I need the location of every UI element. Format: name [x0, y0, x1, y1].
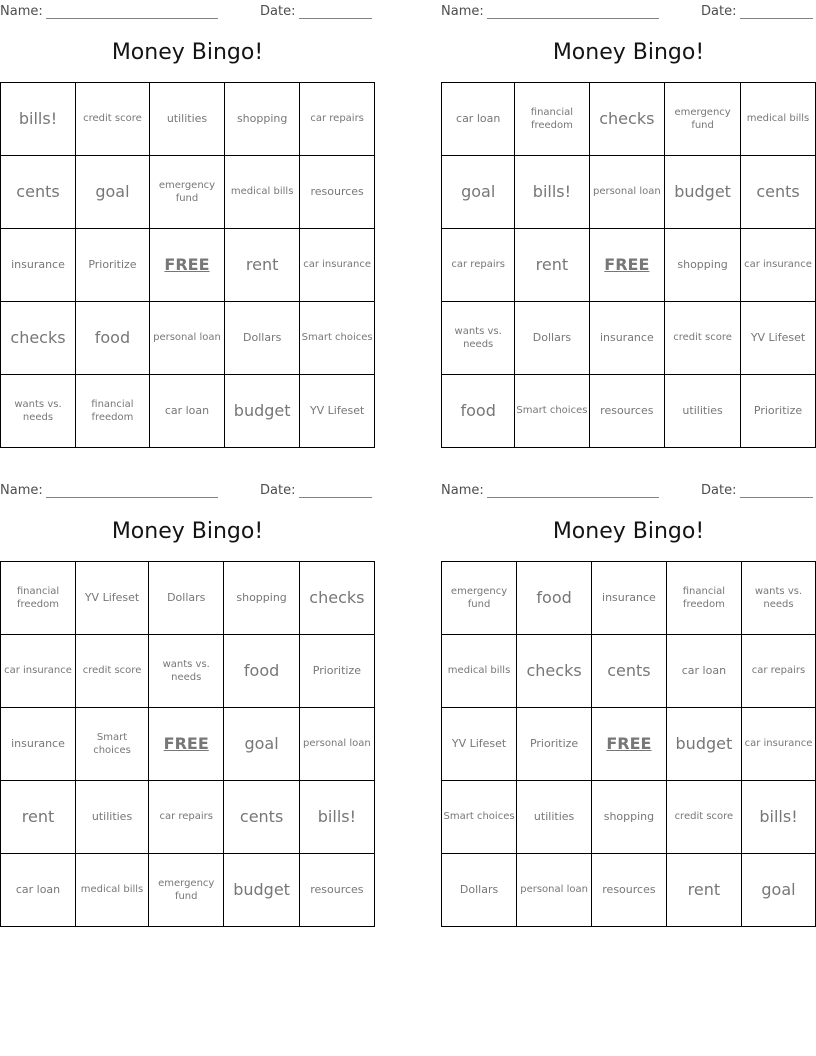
free-space-cell: FREE: [589, 229, 665, 302]
bingo-cell: food: [75, 302, 149, 375]
bingo-cell: Dollars: [225, 302, 300, 375]
bingo-row: [442, 229, 816, 302]
free-space-cell: FREE: [592, 708, 667, 781]
bingo-cell: medical bills: [741, 83, 816, 156]
bingo-cell: goal: [75, 156, 149, 229]
date-blank-line: [740, 497, 813, 498]
bingo-cell: car loan: [666, 635, 741, 708]
bingo-cell: cents: [592, 635, 667, 708]
bingo-cell: car repairs: [741, 635, 815, 708]
bingo-cell: resources: [299, 854, 374, 927]
bingo-row: [1, 781, 375, 854]
bingo-cell: resources: [300, 156, 375, 229]
bingo-cell: wants vs. needs: [149, 635, 224, 708]
bingo-cell: food: [517, 562, 592, 635]
bingo-grid: [0, 82, 375, 448]
bingo-cell: food: [224, 635, 299, 708]
bingo-cell: checks: [517, 635, 592, 708]
bingo-cell: bills!: [299, 781, 374, 854]
bingo-cell: utilities: [149, 83, 224, 156]
bingo-cell: insurance: [1, 708, 76, 781]
bingo-cell: Dollars: [515, 302, 589, 375]
bingo-cell: rent: [225, 229, 300, 302]
bingo-row: [1, 708, 375, 781]
bingo-cell: car repairs: [300, 83, 375, 156]
bingo-cell: goal: [224, 708, 299, 781]
bingo-cell: YV Lifeset: [442, 708, 517, 781]
date-label: Date:: [260, 4, 296, 19]
bingo-cell: insurance: [1, 229, 76, 302]
bingo-cell: emergency fund: [442, 562, 517, 635]
free-space-cell: FREE: [149, 229, 224, 302]
bingo-row: [1, 562, 375, 635]
bingo-row: [1, 635, 375, 708]
bingo-row: [442, 562, 816, 635]
date-blank-line: [299, 497, 372, 498]
bingo-cell: budget: [225, 375, 300, 448]
bingo-cell: personal loan: [149, 302, 224, 375]
bingo-cell: emergency fund: [149, 854, 224, 927]
bingo-cell: personal loan: [589, 156, 665, 229]
bingo-cell: car loan: [149, 375, 224, 448]
bingo-cell: shopping: [225, 83, 300, 156]
bingo-row: [442, 854, 816, 927]
bingo-cell: budget: [224, 854, 299, 927]
card-title: Money Bingo!: [111, 519, 264, 544]
bingo-cell: credit score: [75, 635, 148, 708]
bingo-cell: car insurance: [741, 708, 815, 781]
bingo-cell: financial freedom: [1, 562, 76, 635]
bingo-cell: car repairs: [149, 781, 224, 854]
bingo-cell: credit score: [75, 83, 149, 156]
card-title: Money Bingo!: [111, 40, 264, 65]
date-label: Date:: [260, 483, 296, 498]
bingo-cell: rent: [515, 229, 589, 302]
bingo-cell: checks: [1, 302, 76, 375]
bingo-cell: financial freedom: [515, 83, 589, 156]
name-blank-line: [487, 18, 659, 19]
bingo-cell: Dollars: [442, 854, 517, 927]
bingo-cell: car repairs: [442, 229, 515, 302]
bingo-row: [1, 229, 375, 302]
bingo-cell: Prioritize: [299, 635, 374, 708]
bingo-cell: bills!: [1, 83, 76, 156]
bingo-row: [442, 156, 816, 229]
bingo-cell: checks: [299, 562, 374, 635]
free-space-cell: FREE: [149, 708, 224, 781]
name-label: Name:: [441, 483, 484, 498]
name-blank-line: [46, 497, 218, 498]
bingo-cell: cents: [741, 156, 816, 229]
bingo-row: [1, 302, 375, 375]
bingo-row: [442, 302, 816, 375]
bingo-cell: budget: [666, 708, 741, 781]
bingo-cell: car insurance: [741, 229, 816, 302]
bingo-row: [442, 83, 816, 156]
bingo-cell: cents: [1, 156, 76, 229]
bingo-cell: goal: [442, 156, 515, 229]
bingo-row: [442, 635, 816, 708]
date-blank-line: [299, 18, 372, 19]
name-label: Name:: [441, 4, 484, 19]
bingo-cell: shopping: [224, 562, 299, 635]
bingo-cell: car insurance: [300, 229, 375, 302]
bingo-cell: bills!: [515, 156, 589, 229]
bingo-cell: Smart choices: [300, 302, 375, 375]
bingo-cell: shopping: [665, 229, 741, 302]
name-label: Name:: [0, 4, 43, 19]
card-title: Money Bingo!: [552, 519, 705, 544]
bingo-cell: cents: [224, 781, 299, 854]
bingo-cell: medical bills: [75, 854, 148, 927]
bingo-cell: utilities: [75, 781, 148, 854]
bingo-cell: wants vs. needs: [1, 375, 76, 448]
name-blank-line: [487, 497, 659, 498]
bingo-cell: car loan: [1, 854, 76, 927]
name-blank-line: [46, 18, 218, 19]
bingo-row: [1, 375, 375, 448]
bingo-row: [1, 83, 375, 156]
bingo-cell: Smart choices: [442, 781, 517, 854]
bingo-cell: Dollars: [149, 562, 224, 635]
date-label: Date:: [701, 483, 737, 498]
bingo-cell: credit score: [665, 302, 741, 375]
bingo-cell: goal: [741, 854, 815, 927]
bingo-cell: car loan: [442, 83, 515, 156]
bingo-cell: bills!: [741, 781, 815, 854]
bingo-cell: personal loan: [517, 854, 592, 927]
name-date-header: [441, 4, 816, 24]
bingo-row: [442, 375, 816, 448]
bingo-cell: resources: [589, 375, 665, 448]
date-blank-line: [740, 18, 813, 19]
bingo-cell: car insurance: [1, 635, 76, 708]
bingo-cell: financial freedom: [75, 375, 149, 448]
bingo-cell: financial freedom: [666, 562, 741, 635]
name-label: Name:: [0, 483, 43, 498]
bingo-cell: food: [442, 375, 515, 448]
bingo-grid: [0, 561, 375, 927]
bingo-cell: YV Lifeset: [75, 562, 148, 635]
bingo-cell: personal loan: [299, 708, 374, 781]
bingo-cell: wants vs. needs: [741, 562, 815, 635]
bingo-cell: utilities: [665, 375, 741, 448]
name-date-header: [0, 4, 375, 24]
bingo-cell: wants vs. needs: [442, 302, 515, 375]
bingo-cell: medical bills: [442, 635, 517, 708]
card-title: Money Bingo!: [552, 40, 705, 65]
bingo-cell: checks: [589, 83, 665, 156]
bingo-grid: [441, 82, 816, 448]
bingo-cell: insurance: [589, 302, 665, 375]
bingo-row: [442, 708, 816, 781]
bingo-cell: shopping: [592, 781, 667, 854]
bingo-cell: emergency fund: [149, 156, 224, 229]
bingo-cell: resources: [592, 854, 667, 927]
bingo-cell: YV Lifeset: [300, 375, 375, 448]
bingo-cell: budget: [665, 156, 741, 229]
bingo-cell: credit score: [666, 781, 741, 854]
bingo-cell: Prioritize: [75, 229, 149, 302]
bingo-row: [1, 854, 375, 927]
bingo-cell: utilities: [517, 781, 592, 854]
name-date-header: [441, 483, 816, 503]
bingo-cell: Prioritize: [741, 375, 816, 448]
bingo-cell: Prioritize: [517, 708, 592, 781]
bingo-cell: rent: [1, 781, 76, 854]
bingo-cell: emergency fund: [665, 83, 741, 156]
bingo-grid: [441, 561, 816, 927]
date-label: Date:: [701, 4, 737, 19]
bingo-cell: Smart choices: [515, 375, 589, 448]
bingo-row: [442, 781, 816, 854]
bingo-cell: medical bills: [225, 156, 300, 229]
bingo-cell: insurance: [592, 562, 667, 635]
name-date-header: [0, 483, 375, 503]
bingo-cell: Smart choices: [75, 708, 148, 781]
bingo-cell: YV Lifeset: [741, 302, 816, 375]
bingo-cell: rent: [666, 854, 741, 927]
bingo-row: [1, 156, 375, 229]
